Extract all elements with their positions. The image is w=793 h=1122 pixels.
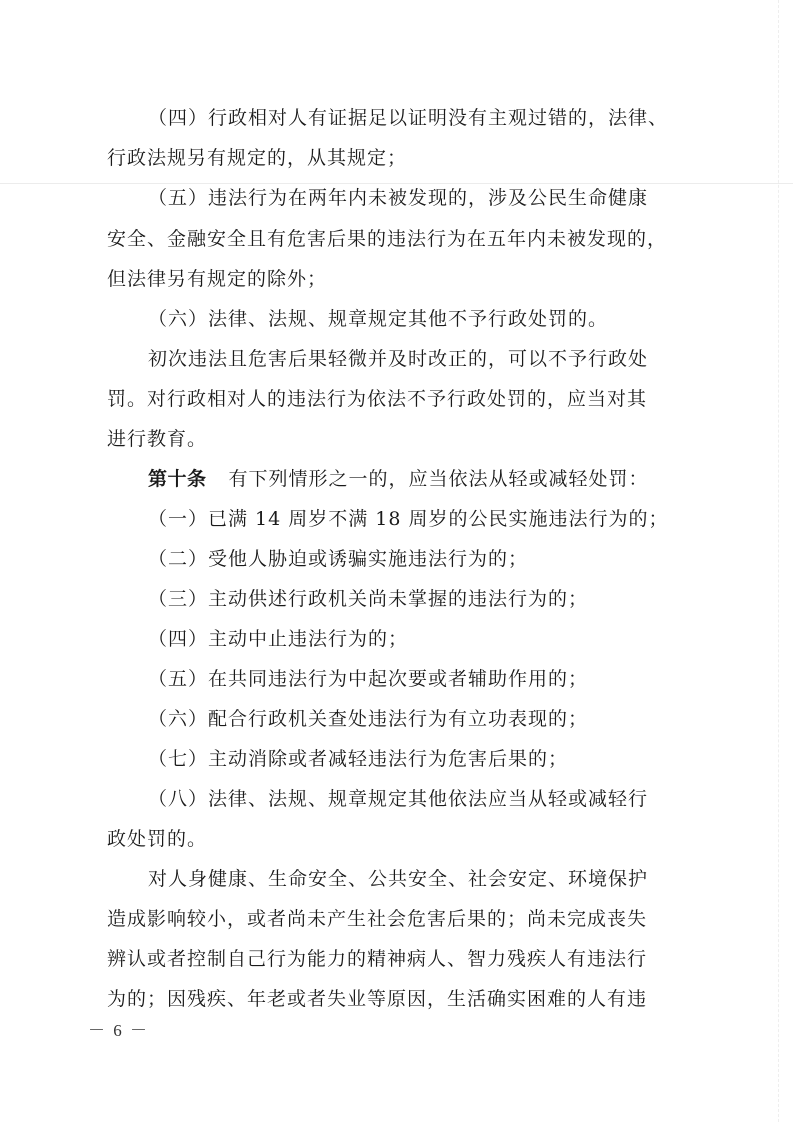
text-line-3: （五）违法行为在两年内未被发现的，涉及公民生命健康 (148, 187, 649, 209)
text-line-17: （七）主动消除或者减轻违法行为危害后果的； (148, 748, 569, 770)
article-ten-term: 第十条 (148, 468, 207, 490)
text-line-18: （八）法律、法规、规章规定其他依法应当从轻或减轻行 (148, 788, 649, 810)
text-line-20: 对人身健康、生命安全、公共安全、社会安定、环境保护 (148, 868, 649, 890)
text-line-15: （五）在共同违法行为中起次要或者辅助作用的； (148, 668, 589, 690)
text-line-13: （三）主动供述行政机关尚未掌握的违法行为的； (148, 588, 589, 610)
text-line-6: （六）法律、法规、规章规定其他不予行政处罚的。 (148, 308, 609, 330)
text-line-8: 罚。对行政相对人的违法行为依法不予行政处罚的，应当对其 (107, 388, 648, 410)
text-line-14: （四）主动中止违法行为的； (148, 628, 409, 650)
text-line-9: 进行教育。 (107, 428, 208, 450)
text-line-7: 初次违法且危害后果轻微并及时改正的，可以不予行政处 (148, 348, 649, 370)
text-line-21: 造成影响较小，或者尚未产生社会危害后果的；尚未完成丧失 (107, 908, 648, 930)
text-line-16: （六）配合行政机关查处违法行为有立功表现的； (148, 708, 589, 730)
page-number: － 6 － (88, 1021, 149, 1040)
text-line-11: （一）已满 14 周岁不满 18 周岁的公民实施违法行为的； (148, 508, 669, 530)
text-line-5: 但法律另有规定的除外； (107, 268, 328, 290)
text-line-1: （四）行政相对人有证据足以证明没有主观过错的，法律、 (148, 107, 669, 129)
text-line-19: 政处罚的。 (107, 828, 208, 850)
text-line-22: 辨认或者控制自己行为能力的精神病人、智力残疾人有违法行 (107, 948, 648, 970)
article-ten-line (148, 458, 793, 500)
text-line-4: 安全、金融安全且有危害后果的违法行为在五年内未被发现的， (107, 228, 668, 250)
text-line-2: 行政法规另有规定的，从其规定； (107, 147, 408, 169)
text-line-12: （二）受他人胁迫或诱骗实施违法行为的； (148, 548, 529, 570)
article-ten-text: 有下列情形之一的，应当依法从轻或减轻处罚： (228, 468, 649, 490)
text-line-23: 为的；因残疾、年老或者失业等原因，生活确实困难的人有违 (107, 988, 648, 1010)
